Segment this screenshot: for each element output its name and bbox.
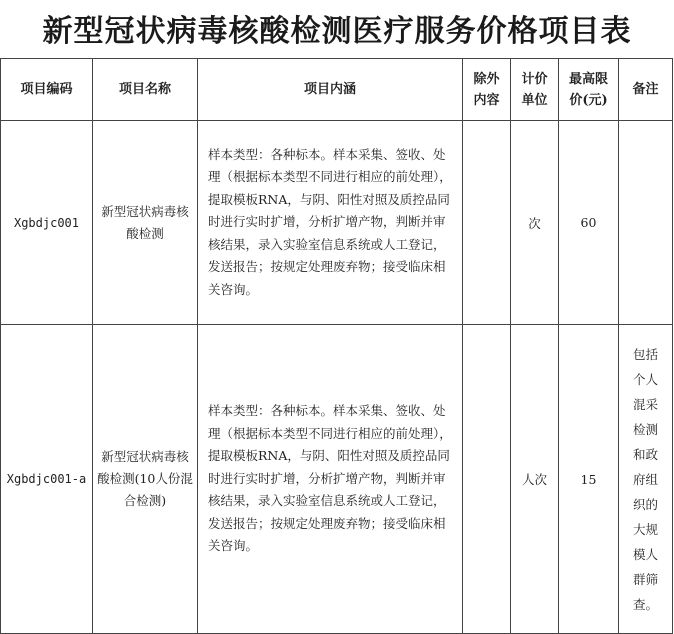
cell-remark bbox=[619, 121, 673, 325]
header-row bbox=[1, 59, 673, 121]
header-name: 项目名称 bbox=[93, 59, 198, 121]
cell-content: 样本类型：各种标本。样本采集、签收、处理（根据标本类型不同进行相应的前处理），提取模板RNA，与阴、阳性对照及质控品同时进行实时扩增，分析扩增产物，判断并审核结果，录入实验室信息系统或人工登记，发送报告；按规定处理废弃物；接受临床相关咨询。 bbox=[198, 325, 463, 634]
header-excluded-line1: 除外 bbox=[473, 71, 500, 87]
price-table bbox=[0, 58, 673, 634]
header-content: 项目内涵 bbox=[198, 59, 463, 121]
cell-name: 新型冠状病毒核酸检测 bbox=[93, 121, 198, 325]
header-unit bbox=[511, 59, 559, 121]
table-row bbox=[1, 121, 673, 325]
header-unit-line2: 单位 bbox=[521, 92, 548, 108]
table-row bbox=[1, 325, 673, 634]
cell-code: Xgbdjc001 bbox=[1, 121, 93, 325]
header-code: 项目编码 bbox=[1, 59, 93, 121]
header-price bbox=[559, 59, 619, 121]
cell-name: 新型冠状病毒核酸检测(10人份混合检测) bbox=[93, 325, 198, 634]
header-price-line1: 最高限 bbox=[568, 71, 608, 87]
cell-excluded bbox=[463, 325, 511, 634]
cell-remark: 包括个人混采检测和政府组织的大规模人群筛查。 bbox=[619, 325, 673, 634]
cell-price: 60 bbox=[559, 121, 619, 325]
header-remark: 备注 bbox=[619, 59, 673, 121]
cell-excluded bbox=[463, 121, 511, 325]
header-unit-line1: 计价 bbox=[521, 71, 548, 87]
header-price-line2: 价(元) bbox=[569, 92, 608, 108]
header-excluded-line2: 内容 bbox=[473, 92, 500, 108]
header-excluded bbox=[463, 59, 511, 121]
cell-unit: 人次 bbox=[511, 325, 559, 634]
cell-content: 样本类型：各种标本。样本采集、签收、处理（根据标本类型不同进行相应的前处理），提取模板RNA，与阴、阳性对照及质控品同时进行实时扩增，分析扩增产物，判断并审核结果，录入实验室信息系统或人工登记，发送报告；按规定处理废弃物；接受临床相关咨询。 bbox=[198, 121, 463, 325]
cell-code: Xgbdjc001-a bbox=[1, 325, 93, 634]
cell-unit: 次 bbox=[511, 121, 559, 325]
cell-price: 15 bbox=[559, 325, 619, 634]
page-title: 新型冠状病毒核酸检测医疗服务价格项目表 bbox=[42, 14, 632, 49]
